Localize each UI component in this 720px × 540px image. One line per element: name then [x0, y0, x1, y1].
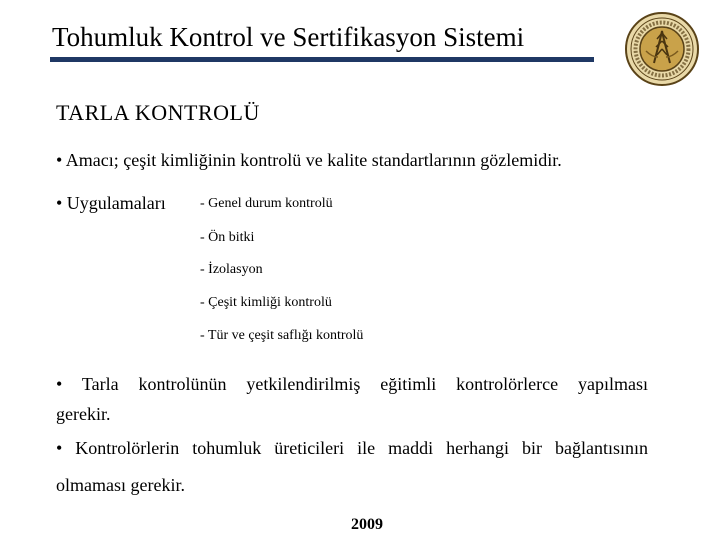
title-underline — [50, 57, 594, 62]
bullet-purpose: • Amacı; çeşit kimliğinin kontrolü ve kalite standartlarının gözlemidir. — [56, 150, 562, 170]
bullet-inspectors-independence: • Kontrolörlerin tohumluk üreticileri ile maddi herhangi bir bağlantısının — [56, 438, 648, 458]
application-item: - Ön bitki — [200, 230, 255, 245]
bullet-applications-label: • Uygulamaları — [56, 193, 166, 213]
organization-seal-icon — [624, 11, 700, 87]
application-item: - Çeşit kimliği kontrolü — [200, 295, 332, 310]
slide-year: 2009 — [351, 516, 383, 533]
slide-title: Tohumluk Kontrol ve Sertifikasyon Sistemi — [52, 22, 525, 52]
bullet-inspectors-authorized: • Tarla kontrolünün yetkilendirilmiş eğitimli kontrolörlerce yapılması — [56, 374, 648, 394]
application-item: - Tür ve çeşit saflığı kontrolü — [200, 328, 364, 343]
application-item: - İzolasyon — [200, 262, 263, 277]
bullet-inspectors-independence-cont: olmaması gerekir. — [56, 475, 185, 495]
application-item: - Genel durum kontrolü — [200, 196, 333, 211]
bullet-inspectors-authorized-cont: gerekir. — [56, 404, 111, 424]
section-heading: TARLA KONTROLÜ — [56, 100, 260, 125]
